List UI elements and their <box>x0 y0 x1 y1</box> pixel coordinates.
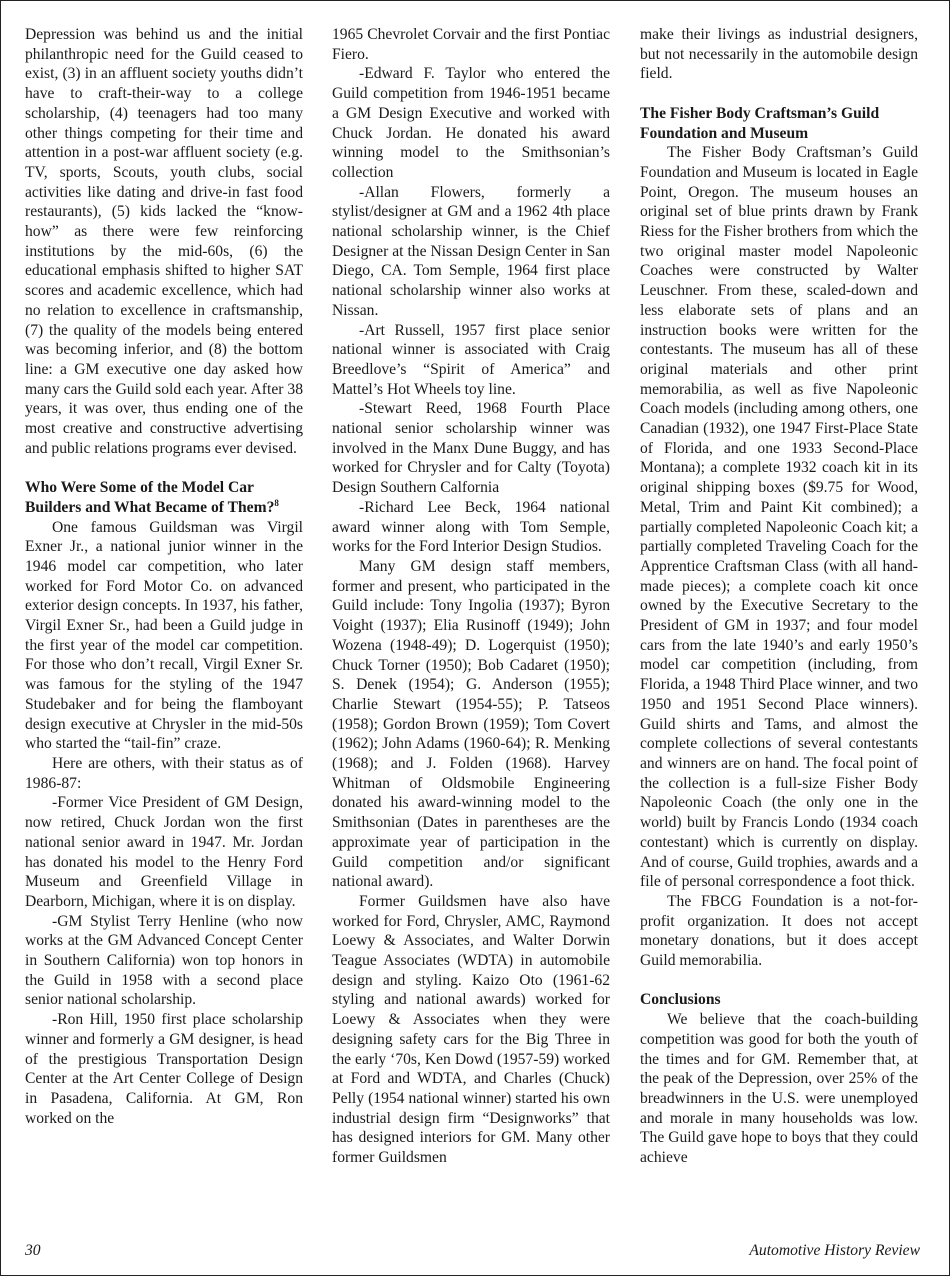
col3-paragraph-2: The Fisher Body Craftsman’s Guild Foundation and Museum is located in Eagle Point, Oregon. The museum houses an original set of blue prints drawn by Frank Riess for the Fisher brothers from which the two original master model Napoleonic Coaches were constructed by Walter Leuschner. From these, scaled-down and less elaborate sets of plans and an instruction books were written for the contestants. The museum has all of these original materials and other print memorabilia, as well as five Napoleonic Coach models (including among others, one Canadian (1932), one 1947 First-Place State of Florida, and one 1933 Second-Place Montana); a complete 1932 coach kit in its original shipping boxes ($9.75 for Wood, Metal, Trim and Paint Kit combined); a partially completed Napoleonic Coach kit; a partially completed Traveling Coach for the Apprentice Craftsman Class (with all hand-made pieces); a complete coach kit once owned by the Executive Secretary to the President of GM in 1937; and four model cars from the late 1940’s and early 1950’s model car competition (including, from Florida, a 1948 Third Place winner, and two 1950 and 1951 Second Place winners). Guild shirts and Tams, and almost the complete collections of several contestants and winners are on hand. The focal point of the collection is a full-size Fisher Body Napoleonic Coach (the only one in the world) built by Francis Londo (1934 coach contestant) which is currently on display. And of course, Guild trophies, awards and a file of personal correspondence a foot thick. <box>640 144 918 891</box>
col3-paragraph-4: We believe that the coach-building competition was good for both the youth of the times and for GM. Remember that, at the peak of the Depression, over 25% of the breadwinners in the U.S. were unemployed and morale in many households was low. The Guild gave hope to boys that they could achieve <box>640 1011 918 1167</box>
col1-paragraph-2: One famous Guildsman was Virgil Exner Jr., a national junior winner in the 1946 model car competition, who later worked for Ford Motor Co. on advanced exterior design concepts. In 1937, his father, Virgil Exner Sr., had been a Guild judge in the first year of the model car competition. For those who don’t recall, Virgil Exner Sr. was famous for the styling of the 1947 Studebaker and for being the flamboyant design executive at Chrysler in the mid-50s who started the “tail-fin” craze. <box>25 518 303 753</box>
col1-paragraph-6: -Ron Hill, 1950 first place scholarship winner and formerly a GM designer, is head of the prestigious Transportation Design Center at the Art Center College of Design in Pasadena, California. At GM, Ron worked on the <box>25 1011 303 1127</box>
column-2 <box>332 25 610 1168</box>
section-heading-foundation-museum: The Fisher Body Craftsman’s Guild Foundation and Museum <box>640 104 880 142</box>
col2-paragraph-2: -Edward F. Taylor who entered the Guild competition from 1946-1951 became a GM Design Executive and worked with Chuck Jordan. He donated his award winning model to the Smithsonian’s collection <box>332 65 610 181</box>
column-3 <box>640 25 918 1168</box>
col3-paragraph-1: make their livings as industrial designers, but not necessarily in the automobile design field. <box>640 26 918 83</box>
col2-paragraph-8: Former Guildsmen have also have worked for Ford, Chrysler, AMC, Raymond Loewy & Associates, and Walter Dorwin Teague Associates (WDTA) in automobile design and styling. Kaizo Oto (1961-62 styling and national awards) worked for Loewy & Associates when they were designing safety cars for the Big Three in the early ‘70s, Ken Dowd (1957-59) worked at Ford and WDTA, and Charles (Chuck) Pelly (1954 national winner) started his own industrial design firm “Designworks” that has designed interiors for GM. Many other former Guildsmen <box>332 892 610 1167</box>
page-number: 30 <box>25 1242 41 1259</box>
col2-paragraph-4: -Art Russell, 1957 first place senior national winner is associated with Craig Breedlove’s “Spirit of America” and Mattel’s Hot Wheels toy line. <box>332 321 610 398</box>
col1-paragraph-3: Here are others, with their status as of 1986-87: <box>25 755 303 792</box>
col2-paragraph-6: -Richard Lee Beck, 1964 national award winner along with Tom Semple, works for the Ford Interior Design Studios. <box>332 498 610 556</box>
col2-paragraph-1: 1965 Chevrolet Corvair and the first Pontiac Fiero. <box>332 26 610 63</box>
section-heading-text: Who Were Some of the Model Car Builders and What Became of Them? <box>25 479 275 516</box>
section-heading-model-car-builders <box>25 478 303 517</box>
col1-paragraph-5: -GM Stylist Terry Henline (who now works at the GM Advanced Concept Center in Southern California) won top honors in the Guild in 1958 with a second place senior national scholarship. <box>25 912 303 1009</box>
col3-paragraph-3: The FBCG Foundation is a not-for-profit organization. It does not accept monetary donations, but it does accept Guild memorabilia. <box>640 892 918 970</box>
col2-paragraph-7: Many GM design staff members, former and present, who participated in the Guild include: Tony Ingolia (1937); Byron Voight (1937); Elia Rusinoff (1949); John Wozena (1948-49); D. Logerquist (1950); Chuck Torner (1950); Bob Cadaret (1950); S. Denek (1954); G. Anderson (1955); Charlie Stewart (1954-55); P. Tatseos (1958); Gordon Brown (1959); Tom Covert (1962); John Adams (1960-64); R. Menking (1968); and J. Folden (1968). Harvey Whitman of Oldsmobile Engineering donated his award-winning model to the Smithsonian (Dates in parentheses are the approximate year of participation in the Guild competition and/or significant national award). <box>332 557 610 891</box>
col1-paragraph-4: -Former Vice President of GM Design, now retired, Chuck Jordan won the first national senior award in 1947. Mr. Jordan has donated his model to the Henry Ford Museum and Greenfield Village in Dearborn, Michigan, where it is on display. <box>25 794 303 910</box>
section-heading-conclusions: Conclusions <box>640 991 721 1009</box>
footnote-marker: 8 <box>274 497 279 508</box>
publication-title: Automotive History Review <box>749 1242 920 1259</box>
col2-paragraph-3: -Allan Flowers, formerly a stylist/designer at GM and a 1962 4th place national scholarship winner, is the Chief Designer at the Nissan Design Center in San Diego, CA. Tom Semple, 1964 first place national scholarship winner also works at Nissan. <box>332 183 610 319</box>
col1-paragraph-1: Depression was behind us and the initial philanthropic need for the Guild ceased to exist, (3) in an affluent society youths didn’t have to craft-their-way to a college scholarship, (4) teenagers had too many other things competing for their time and attention in a post-war affluent society (e.g. TV, sports, Scouts, youth clubs, social activities like dating and drive-in fast food restaurants), (5) kids lacked the “know-how” as there were few reinforcing institutions by the mid-60s, (6) the educational emphasis shifted to higher SAT scores and academic excellence, which had no relation to excellence in craftsmanship, (7) the quality of the models being entered was becoming inferior, and (8) the bottom line: a GM executive one day asked how many cars the Guild sold each year. After 38 years, it was over, thus ending one of the most creative and constructive advertising and public relations programs ever devised. <box>25 26 303 457</box>
column-1 <box>25 25 303 1128</box>
col2-paragraph-5: -Stewart Reed, 1968 Fourth Place national senior scholarship winner was involved in the Manx Dune Buggy, and has worked for Chrysler and for Calty (Toyota) Design Southern Calfornia <box>332 400 610 497</box>
